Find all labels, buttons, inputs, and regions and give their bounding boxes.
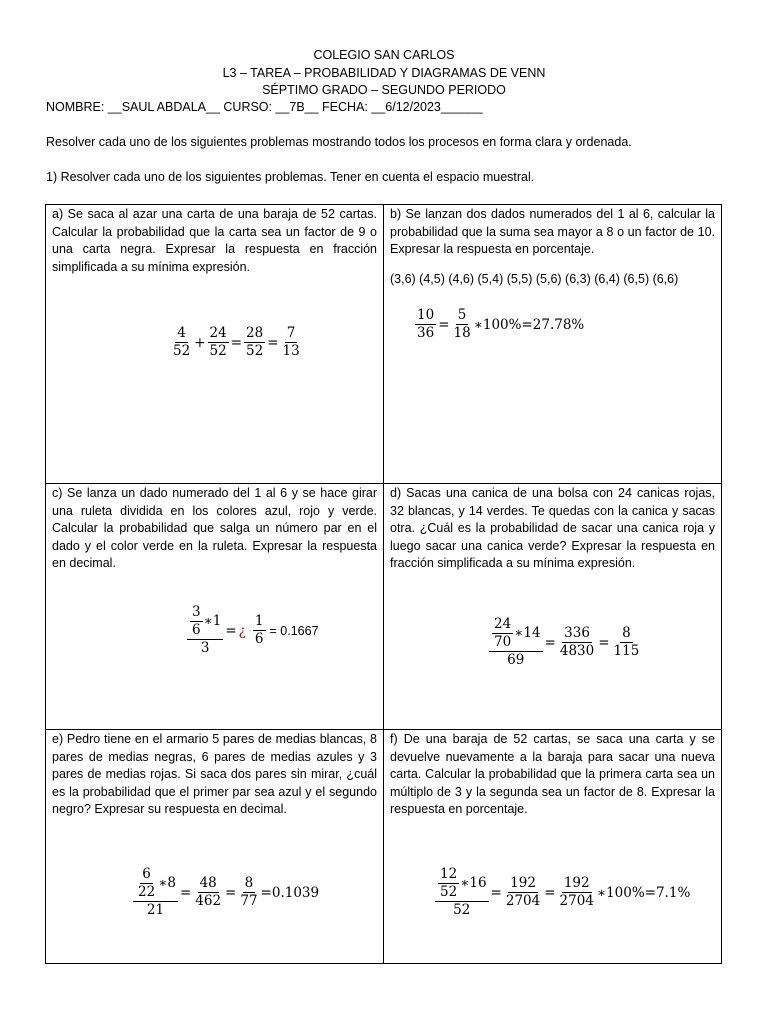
fraction: $\frac{28}{52}$ bbox=[246, 325, 264, 359]
complex-fraction: $\frac{12}{52}$ ∗16 52 bbox=[435, 866, 489, 919]
problem-e-text: e) Pedro tiene en el armario 5 pares de medias blancas, 8 pares de medias negras, 6 pares de medias azules y 3 pares de medias rojas. Si saca dos pares sin mirar, ¿cuál es la probabilidad que el primer par sea azul y el segundo negro? Expresar su respuesta en decimal. bbox=[52, 732, 377, 816]
problem-a-text: a) Se saca al azar una carta de una baraja de 52 cartas. Calcular la probabilidad que la carta sea un factor de 9 o una carta negra. Expresar la respuesta en fracción simplificada a su mínima expresión. bbox=[52, 207, 377, 274]
fraction: $\frac{8}{77}$ bbox=[240, 875, 258, 909]
problem-c-solution: $\frac{3}{6}$ ∗1 3 = ¿ $\frac{1}{6}$ = 0.1667 bbox=[186, 604, 319, 657]
school-name: COLEGIO SAN CARLOS bbox=[313, 48, 455, 62]
problem-c-cell bbox=[46, 484, 384, 730]
fraction: $\frac{12}{52}$ bbox=[440, 866, 458, 900]
sample-space-pairs: (3,6) (4,5) (4,6) (5,4) (5,5) (5,6) (6,3) (6,4) (6,5) (6,6) bbox=[390, 271, 679, 286]
complex-fraction: $\frac{24}{70}$ ∗14 69 bbox=[489, 616, 543, 669]
problem-a-solution: $\frac{4}{52}$ + $\frac{24}{52}$ = $\frac{28}{52}$ = $\frac{7}{13}$ bbox=[173, 325, 300, 359]
student-info: NOMBRE: __SAUL ABDALA__ CURSO: __7B__ FECHA: __6/12/2023______ bbox=[46, 100, 483, 114]
problem-b-solution: $\frac{10}{36}$ = $\frac{5}{18}$ ∗100%=27.78% bbox=[417, 307, 585, 341]
problem-b-text: b) Se lanzan dos dados numerados del 1 al 6, calcular la probabilidad que la suma sea mayor a 8 o un factor de 10. Expresar la respuesta en porcentaje. bbox=[390, 207, 715, 256]
problem-e-cell bbox=[46, 730, 384, 964]
problem-d-cell bbox=[384, 484, 722, 730]
problem-e-solution: $\frac{6}{22}$ ∗8 21 = $\frac{48}{462}$ = $\frac{8}{77}$ =0.1039 bbox=[132, 866, 319, 919]
fraction: $\frac{336}{4830}$ bbox=[559, 625, 595, 659]
fraction: $\frac{24}{70}$ bbox=[494, 616, 512, 650]
fraction: $\frac{48}{462}$ bbox=[195, 875, 222, 909]
section-title: 1) Resolver cada uno de los siguientes problemas. Tener en cuenta el espacio muestral. bbox=[46, 170, 535, 184]
fraction: $\frac{192}{2704}$ bbox=[559, 875, 594, 909]
grade-period: SÉPTIMO GRADO – SEGUNDO PERIODO bbox=[262, 83, 506, 97]
fraction: $\frac{4}{52}$ bbox=[173, 325, 191, 359]
problems-table bbox=[45, 204, 722, 964]
fraction: $\frac{1}{6}$ bbox=[254, 613, 264, 647]
instructions: Resolver cada uno de los siguientes problemas mostrando todos los procesos en forma clara y ordenada. bbox=[46, 135, 632, 149]
complex-fraction: $\frac{6}{22}$ ∗8 21 bbox=[133, 866, 178, 919]
problem-b-cell bbox=[384, 205, 722, 484]
problem-d-text: d) Sacas una canica de una bolsa con 24 canicas rojas, 32 blancas, y 14 verdes. Te quedas con la canica y sacas otra. ¿Cuál es la probabilidad de sacar una canica roja y luego sacar una canica verde? Expresar la respuesta en fracción simplificada a su mínima expresión. bbox=[390, 486, 715, 570]
problem-d-solution: $\frac{24}{70}$ ∗14 69 = $\frac{336}{4830}$ = $\frac{8}{115}$ bbox=[488, 616, 642, 669]
problem-a-cell bbox=[46, 205, 384, 484]
problem-f-cell bbox=[384, 730, 722, 964]
fraction: $\frac{8}{115}$ bbox=[613, 625, 640, 659]
problem-f-solution: $\frac{12}{52}$ ∗16 52 = $\frac{192}{2704}$ = $\frac{192}{2704}$ ∗100%=7.1% bbox=[434, 866, 690, 919]
fraction: $\frac{3}{6}$ bbox=[192, 604, 201, 638]
question-mark: ¿ bbox=[238, 622, 246, 639]
fraction: $\frac{7}{13}$ bbox=[282, 325, 300, 359]
problem-c-text: c) Se lanza un dado numerado del 1 al 6 y se hace girar una ruleta dividida en los colores azul, rojo y verde. Calcular la probabilidad que salga un número par en el dado y el color verde en la ruleta. Expresar la respuesta en decimal. bbox=[52, 486, 377, 570]
fraction: $\frac{192}{2704}$ bbox=[505, 875, 541, 909]
fraction: $\frac{10}{36}$ bbox=[417, 307, 435, 341]
complex-fraction: $\frac{3}{6}$ ∗1 3 bbox=[187, 604, 223, 657]
fraction: $\frac{5}{18}$ bbox=[453, 307, 471, 341]
fraction: $\frac{6}{22}$ bbox=[138, 866, 156, 900]
problem-f-text: f) De una baraja de 52 cartas, se saca una carta y se devuelve nuevamente a la baraja para sacar una nueva carta. Calcular la probabilidad que la primera carta sea un múltiplo de 3 y la segunda sea un factor de 8. Expresar la respuesta en porcentaje. bbox=[390, 732, 715, 816]
fraction: $\frac{24}{52}$ bbox=[209, 325, 227, 359]
assignment-title: L3 – TAREA – PROBABILIDAD Y DIAGRAMAS DE VENN bbox=[222, 66, 546, 80]
